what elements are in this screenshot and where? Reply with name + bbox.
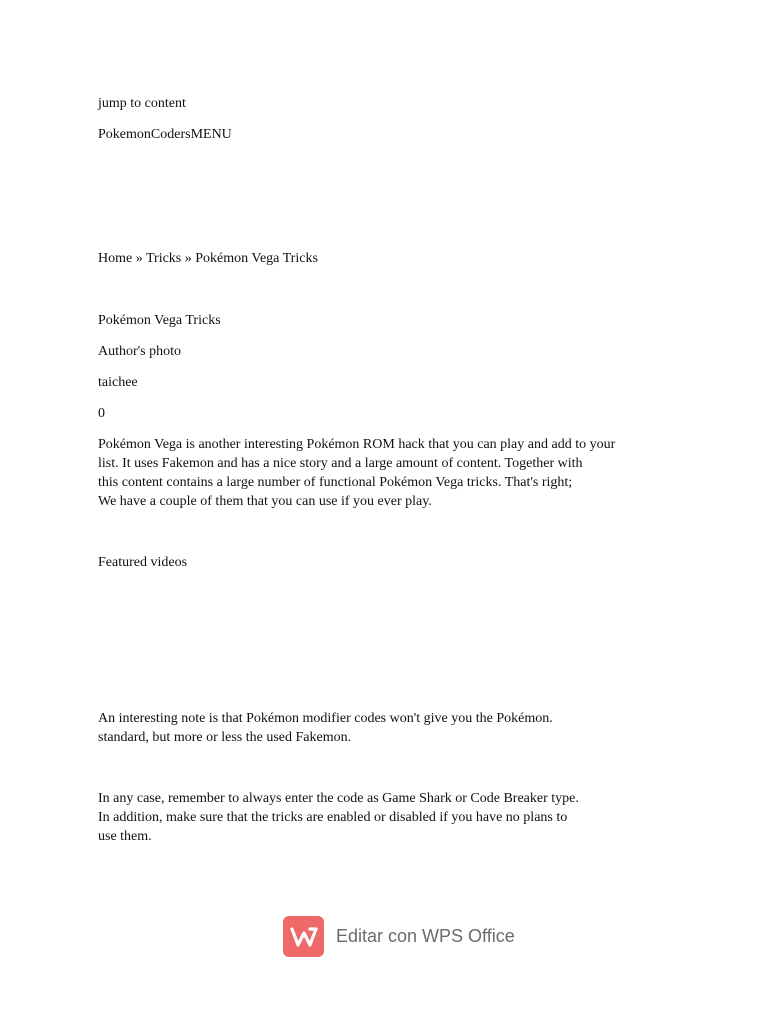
breadcrumb-home-link[interactable]: Home xyxy=(98,251,133,266)
paragraph-line: standard, but more or less the used Fakemon. xyxy=(98,730,352,745)
site-name-link[interactable]: PokemonCoders xyxy=(98,127,191,142)
site-header xyxy=(98,125,232,144)
paragraph-line: In any case, remember to always enter the code as Game Shark or Code Breaker type. xyxy=(98,791,579,806)
wps-office-label: Editar con WPS Office xyxy=(336,926,515,946)
paragraph-line: use them. xyxy=(98,829,152,844)
edit-with-wps-office-button[interactable] xyxy=(283,916,515,957)
author-photo: Author's photo xyxy=(98,344,182,359)
breadcrumb xyxy=(98,249,318,268)
article-title: Pokémon Vega Tricks xyxy=(98,313,221,328)
paragraph-line: In addition, make sure that the tricks are enabled or disabled if you have no plans to xyxy=(98,810,568,825)
paragraph-line: this content contains a large number of functional Pokémon Vega tricks. That's right; xyxy=(98,475,573,490)
comment-count[interactable]: 0 xyxy=(98,406,105,421)
paragraph-line: list. It uses Fakemon and has a nice story and a large amount of content. Together with xyxy=(98,456,583,471)
note-paragraph xyxy=(98,709,553,747)
paragraph-line: Pokémon Vega is another interesting Pokémon ROM hack that you can play and add to your xyxy=(98,437,616,452)
author-name-link[interactable]: taichee xyxy=(98,375,138,390)
reminder-paragraph xyxy=(98,789,579,846)
menu-button[interactable]: MENU xyxy=(190,127,232,142)
paragraph-line: We have a couple of them that you can use if you ever play. xyxy=(98,494,432,509)
breadcrumb-separator: » xyxy=(184,251,192,266)
breadcrumb-current: Pokémon Vega Tricks xyxy=(195,251,318,266)
wps-office-logo-icon xyxy=(283,916,324,957)
featured-videos-heading: Featured videos xyxy=(98,555,188,570)
breadcrumb-tricks-link[interactable]: Tricks xyxy=(145,251,182,266)
intro-paragraph xyxy=(98,435,615,511)
paragraph-line: An interesting note is that Pokémon modifier codes won't give you the Pokémon. xyxy=(98,711,553,726)
breadcrumb-separator: » xyxy=(135,251,143,266)
skip-to-content-link[interactable]: jump to content xyxy=(98,96,186,111)
